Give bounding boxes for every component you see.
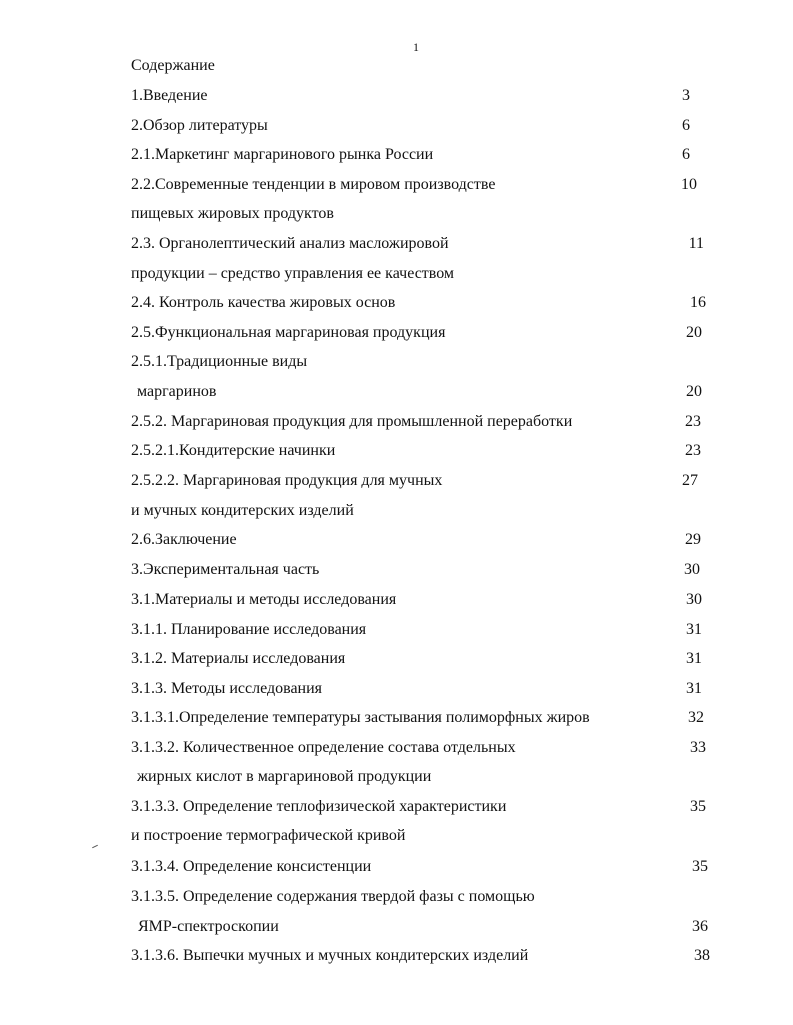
toc-entry-title: ЯМР-спектроскопии xyxy=(138,918,279,935)
toc-entry-page: 31 xyxy=(686,650,702,667)
page-number: 1 xyxy=(413,40,419,54)
toc-entry-page: 33 xyxy=(690,739,706,756)
toc-entry-page: 10 xyxy=(681,176,697,193)
toc-entry-page: 35 xyxy=(692,858,708,875)
toc-entry xyxy=(0,234,793,254)
toc-entry-title: 3.1.Материалы и методы исследования xyxy=(131,591,397,608)
toc-entry-title: жирных кислот в маргариновой продукции xyxy=(137,768,432,785)
toc-entry xyxy=(0,293,793,313)
toc-entry xyxy=(0,175,793,195)
toc-entry-title: 1.Введение xyxy=(131,87,208,104)
toc-entry xyxy=(0,797,793,817)
toc-entry-title: 3.1.3.2. Количественное определение состава отдельных xyxy=(131,739,516,756)
toc-title: Содержание xyxy=(131,57,215,74)
toc-entry xyxy=(0,530,793,550)
toc-entry-title: 3.1.3.6. Выпечки мучных и мучных кондитерских изделий xyxy=(131,947,529,964)
toc-entry-page: 32 xyxy=(688,709,704,726)
toc-entry xyxy=(0,708,793,728)
toc-entry xyxy=(0,116,793,136)
toc-entry xyxy=(0,86,793,106)
toc-entry-title: 3.Экспериментальная часть xyxy=(131,561,320,578)
toc-entry xyxy=(0,501,793,521)
toc-entry-title: 3.1.3.4. Определение консистенции xyxy=(131,858,372,875)
toc-entry-title: пищевых жировых продуктов xyxy=(131,205,334,222)
toc-entry xyxy=(0,471,793,491)
toc-entry-title: 3.1.2. Материалы исследования xyxy=(131,650,346,667)
toc-entry xyxy=(0,264,793,284)
toc-entry-page: 30 xyxy=(686,591,702,608)
toc-entry xyxy=(0,917,793,937)
toc-entry-title: 3.1.3.1.Определение температуры застывания полиморфных жиров xyxy=(131,709,590,726)
toc-entry-page: 36 xyxy=(692,918,708,935)
toc-entry-title: 3.1.1. Планирование исследования xyxy=(131,621,367,638)
toc-entry-title: и мучных кондитерских изделий xyxy=(131,502,354,519)
toc-entry xyxy=(0,679,793,699)
toc-entry-title: продукции – средство управления ее качеством xyxy=(131,265,455,282)
toc-entry-page: 20 xyxy=(686,324,702,341)
toc-entry-title: и построение термографической кривой xyxy=(131,827,406,844)
toc-entry xyxy=(0,323,793,343)
toc-entry xyxy=(0,412,793,432)
toc-entry-page: 3 xyxy=(682,87,690,104)
toc-entry-page: 35 xyxy=(690,798,706,815)
toc-entry-title: 3.1.3.5. Определение содержания твердой фазы с помощью xyxy=(131,888,535,905)
toc-entry xyxy=(0,560,793,580)
toc-entry-title: 2.5.1.Традиционные виды xyxy=(131,353,308,370)
toc-entry xyxy=(0,857,793,877)
toc-entry xyxy=(0,826,793,846)
toc-entry-page: 31 xyxy=(686,680,702,697)
toc-entry xyxy=(0,145,793,165)
toc-entry-title: 3.1.3.3. Определение теплофизической характеристики xyxy=(131,798,507,815)
toc-entry xyxy=(0,204,793,224)
toc-entry-page: 11 xyxy=(688,235,704,252)
toc-entry-title: 2.1.Маркетинг маргаринового рынка России xyxy=(131,146,434,163)
toc-entry xyxy=(0,767,793,787)
toc-entry xyxy=(0,352,793,372)
toc-entry-title: 2.6.Заключение xyxy=(131,531,237,548)
toc-entry-page: 38 xyxy=(694,947,710,964)
toc-entry-page: 31 xyxy=(686,621,702,638)
toc-entry-title: 3.1.3. Методы исследования xyxy=(131,680,323,697)
toc-entry-page: 23 xyxy=(685,413,701,430)
toc-entry-title: 2.5.2. Маргариновая продукция для промышленной переработки xyxy=(131,413,573,430)
toc-entry-page: 20 xyxy=(686,383,702,400)
toc-entry xyxy=(0,649,793,669)
toc-entry-title: 2.5.Функциональная маргариновая продукция xyxy=(131,324,446,341)
toc-entry-page: 30 xyxy=(684,561,700,578)
toc-entry-title: 2.Обзор литературы xyxy=(131,117,268,134)
toc-entry-title: 2.5.2.1.Кондитерские начинки xyxy=(131,442,336,459)
toc-entry-title: 2.2.Современные тенденции в мировом производстве xyxy=(131,176,496,193)
toc-entry xyxy=(0,946,793,966)
toc-entry-page: 16 xyxy=(690,294,706,311)
toc-entry-title: маргаринов xyxy=(137,383,217,400)
toc-entry xyxy=(0,738,793,758)
toc-entry-page: 6 xyxy=(682,146,690,163)
toc-entry xyxy=(0,441,793,461)
toc-entry-title: 2.4. Контроль качества жировых основ xyxy=(131,294,396,311)
toc-entry xyxy=(0,382,793,402)
toc-entry-page: 23 xyxy=(685,442,701,459)
toc-entry-page: 27 xyxy=(682,472,698,489)
toc-entry-title: 2.3. Органолептический анализ масложировой xyxy=(131,235,449,252)
toc-entry-title: 2.5.2.2. Маргариновая продукция для мучных xyxy=(131,472,443,489)
toc-entry xyxy=(0,887,793,907)
toc-entry xyxy=(0,590,793,610)
toc-entry-page: 29 xyxy=(685,531,701,548)
toc-entry xyxy=(0,620,793,640)
toc-entry-page: 6 xyxy=(682,117,690,134)
